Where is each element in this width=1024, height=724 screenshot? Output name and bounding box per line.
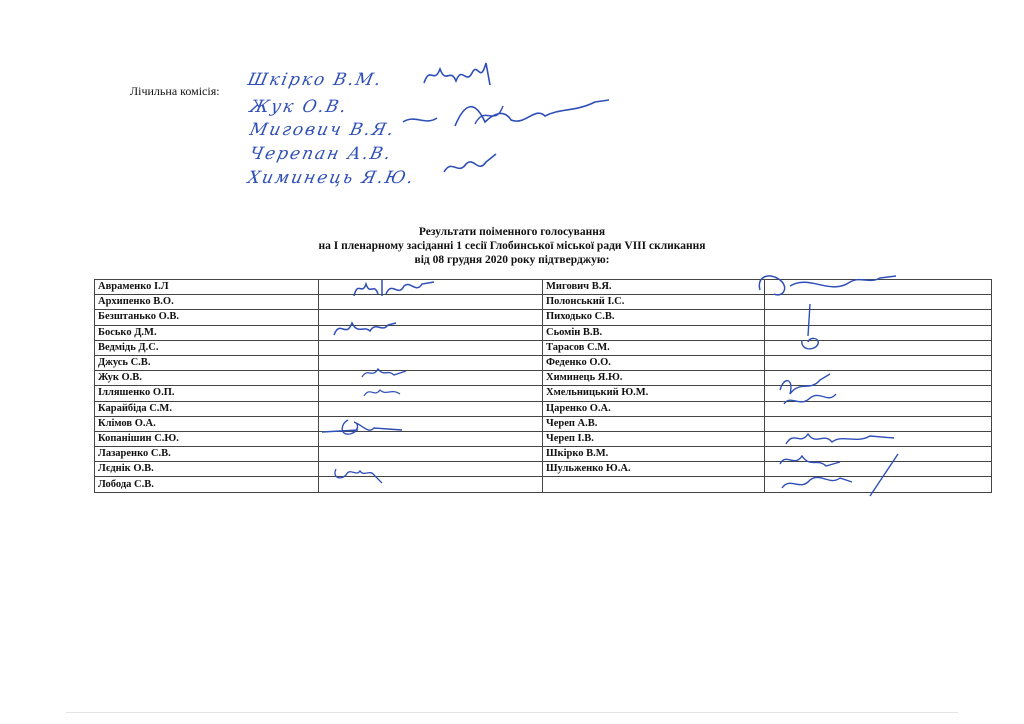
deputy-name: Тарасов С.М. — [543, 340, 765, 355]
deputy-name: Шкірко В.М. — [543, 447, 765, 462]
commission-signature-5: Химинець Я.Ю. — [245, 168, 417, 188]
signature-cell — [319, 371, 543, 386]
header-scribble-3 — [440, 150, 500, 180]
commission-signature-4: Черепан А.В. — [247, 144, 395, 164]
signature-khymynets — [770, 370, 870, 420]
signature-cell — [319, 355, 543, 370]
deputy-name: Мигович В.Я. — [543, 280, 765, 295]
table-row — [95, 355, 992, 370]
deputy-name: Хмельницький Ю.М. — [543, 386, 765, 401]
deputy-name: Авраменко І.Л — [95, 280, 319, 295]
signature-bezshtanko — [330, 313, 400, 341]
deputy-name: Безштанько О.В. — [95, 310, 319, 325]
deputy-name: Феденко О.О. — [543, 355, 765, 370]
deputy-name: Пиходько С.В. — [543, 310, 765, 325]
deputy-name: Шульженко Ю.А. — [543, 462, 765, 477]
signature-pykhodko — [796, 300, 826, 356]
deputy-name: Череп І.В. — [543, 431, 765, 446]
deputy-name: Череп А.В. — [543, 416, 765, 431]
header-scribble-2 — [395, 92, 615, 137]
table-row — [95, 325, 992, 340]
signature-zhuk — [360, 384, 406, 400]
signature-lazarenko — [330, 459, 390, 485]
signature-shkirko-shulzhenko — [770, 448, 910, 500]
deputy-name: Ведмідь Д.С. — [95, 340, 319, 355]
deputy-name: Карайбіда С.М. — [95, 401, 319, 416]
table-row — [95, 340, 992, 355]
signature-cell — [765, 355, 992, 370]
deputy-name: Лєднік О.В. — [95, 462, 319, 477]
deputy-name: Полонський І.С. — [543, 295, 765, 310]
signature-karaibida — [318, 414, 408, 438]
signature-dzhus — [358, 363, 410, 381]
bottom-scan-line — [66, 712, 958, 713]
commission-label: Лічильна комісія: — [130, 84, 220, 98]
deputy-name: Босько Д.М. — [95, 325, 319, 340]
commission-signature-2: Жук О.В. — [247, 97, 350, 117]
deputy-name: Копанішин С.Ю. — [95, 431, 319, 446]
deputy-name — [543, 477, 765, 492]
deputy-name: Жук О.В. — [95, 371, 319, 386]
commission-signature-3: Мигович В.Я. — [247, 120, 398, 140]
deputy-name: Джусь С.В. — [95, 355, 319, 370]
document-title-line-2: на І пленарному засіданні 1 сесії Глобинської міської ради VIII скликання — [318, 240, 706, 252]
signature-cell — [319, 386, 543, 401]
document-title-line-3: від 08 грудня 2020 року підтверджую: — [414, 254, 610, 266]
signature-cell — [319, 340, 543, 355]
deputy-name: Ілляшенко О.П. — [95, 386, 319, 401]
deputy-name: Сьомін В.В. — [543, 325, 765, 340]
commission-signature-1: Шкірко В.М. — [245, 70, 385, 90]
table-row — [95, 310, 992, 325]
document-title-line-1: Результати поіменного голосування — [418, 226, 606, 238]
deputy-name: Лобода С.В. — [95, 477, 319, 492]
deputy-name: Химинець Я.Ю. — [543, 371, 765, 386]
signature-avramenko — [350, 276, 440, 300]
deputy-name: Архипенко В.О. — [95, 295, 319, 310]
deputy-name: Лазаренко С.В. — [95, 447, 319, 462]
header-scribble-1 — [420, 55, 500, 95]
deputy-name: Царенко О.А. — [543, 401, 765, 416]
deputy-name: Клімов О.А. — [95, 416, 319, 431]
